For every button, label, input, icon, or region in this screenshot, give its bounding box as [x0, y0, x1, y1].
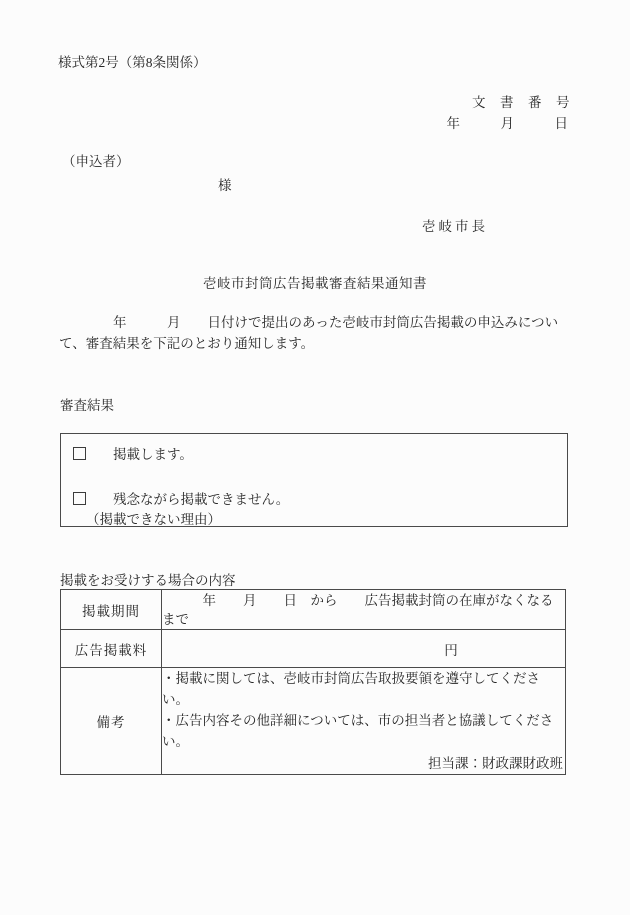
result-options-box [60, 433, 568, 527]
remarks-value-cell [162, 668, 566, 775]
remarks-line-2: ・広告内容その他詳細については、市の担当者と協議してください。 [162, 713, 554, 749]
option-reject-label: 残念ながら掲載できません。 [113, 492, 290, 507]
table-row-fee [61, 630, 566, 668]
mayor-signature: 壱岐市長 [422, 219, 488, 234]
remarks-line-1: ・掲載に関しては、壱岐市封筒広告取扱要領を遵守してください。 [162, 671, 540, 707]
document-date-field: 年 月 日 [446, 116, 568, 131]
result-section-heading: 審査結果 [60, 398, 114, 413]
table-row-period [61, 590, 566, 630]
table-row-remarks [61, 668, 566, 775]
option-accept-row [73, 443, 193, 463]
remarks-label-cell: 備考 [61, 668, 162, 775]
fee-label-cell: 広告掲載料 [61, 630, 162, 668]
document-title: 壱岐市封筒広告掲載審査結果通知書 [203, 276, 427, 291]
fee-value-cell: 円 [162, 630, 566, 668]
option-reject-row [73, 488, 289, 508]
remarks-contact-line: 担当課：財政課財政班 [428, 756, 563, 771]
reject-reason-note: （掲載できない理由） [86, 512, 221, 527]
detail-table [60, 589, 566, 775]
document-number-field: 文 書 番 号 [472, 95, 570, 110]
period-value-cell: 年 月 日 から 広告掲載封筒の在庫がなくなるまで [162, 590, 566, 630]
option-accept-label: 掲載します。 [113, 447, 193, 462]
body-paragraph: 年 月 日付けで提出のあった壱岐市封筒広告掲載の申込みについて、審査結果を下記のとおり通知します。 [59, 315, 559, 351]
detail-table-caption: 掲載をお受けする場合の内容 [60, 573, 236, 588]
checkbox-reject-icon [73, 492, 86, 505]
addressee-honorific: 様 [218, 178, 232, 193]
applicant-label: （申込者） [62, 154, 130, 169]
checkbox-accept-icon [73, 447, 86, 460]
form-number-label: 様式第2号（第8条関係） [58, 55, 207, 70]
period-label-cell: 掲載期間 [61, 590, 162, 630]
